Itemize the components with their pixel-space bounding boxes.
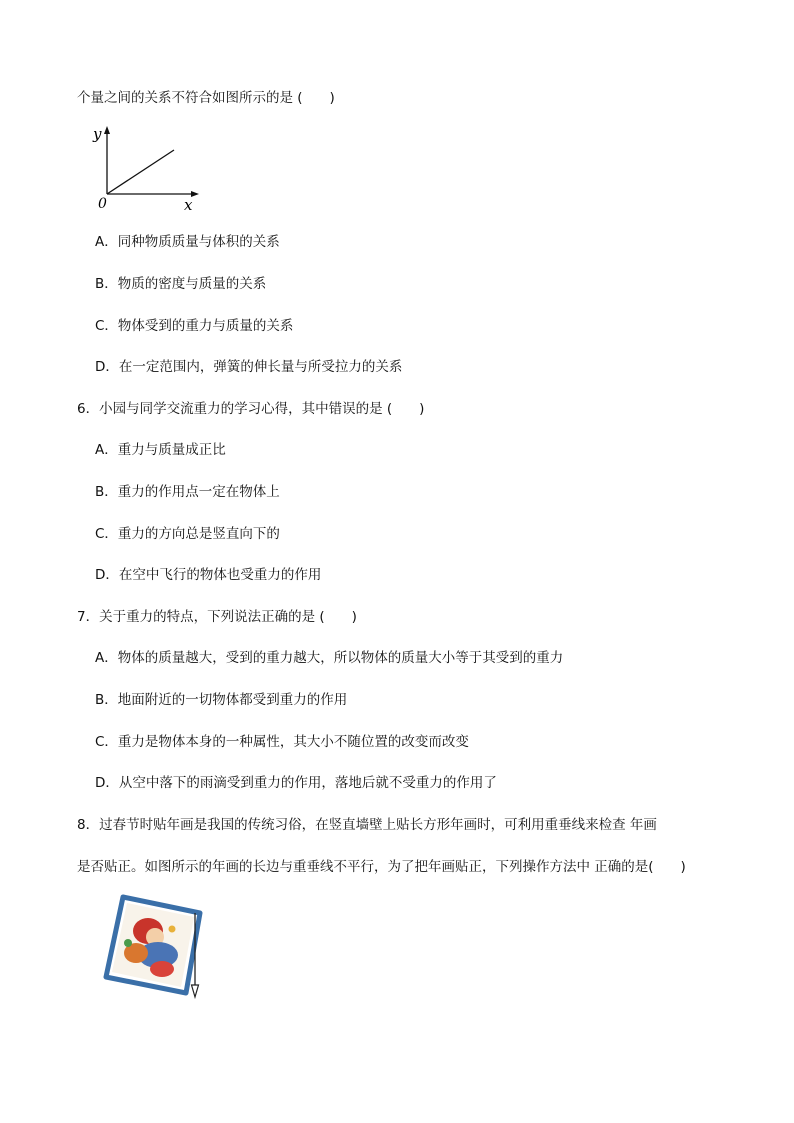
plumb-bob bbox=[192, 985, 199, 997]
q7-stem: 7．关于重力的特点，下列说法正确的是 ( ) bbox=[77, 609, 357, 625]
decor-dot bbox=[124, 939, 132, 947]
q6-option-a: A．重力与质量成正比 bbox=[95, 442, 226, 458]
q5-option-d: D．在一定范围内，弹簧的伸长量与所受拉力的关系 bbox=[95, 359, 403, 375]
y-axis-label: y bbox=[93, 125, 102, 143]
proportional-line bbox=[107, 150, 174, 194]
q5-option-b: B．物质的密度与质量的关系 bbox=[95, 276, 267, 292]
decor-dot bbox=[169, 926, 176, 933]
q7-option-b: B．地面附近的一切物体都受到重力的作用 bbox=[95, 692, 348, 708]
q7-option-d: D．从空中落下的雨滴受到重力的作用，落地后就不受重力的作用了 bbox=[95, 775, 497, 791]
q7-option-c: C．重力是物体本身的一种属性，其大小不随位置的改变而改变 bbox=[95, 734, 469, 750]
tilted-new-year-picture bbox=[100, 893, 208, 1003]
q5-option-c: C．物体受到的重力与质量的关系 bbox=[95, 318, 294, 334]
x-axis-label: x bbox=[184, 196, 193, 214]
q6-option-c: C．重力的方向总是竖直向下的 bbox=[95, 526, 280, 542]
q6-stem: 6．小园与同学交流重力的学习心得，其中错误的是 ( ) bbox=[77, 401, 425, 417]
q6-option-d: D．在空中飞行的物体也受重力的作用 bbox=[95, 567, 322, 583]
origin-label: 0 bbox=[98, 196, 107, 212]
q5-stem: 个量之间的关系不符合如图所示的是 ( ) bbox=[77, 90, 335, 106]
q5-option-a: A．同种物质质量与体积的关系 bbox=[95, 234, 280, 250]
q6-option-b: B．重力的作用点一定在物体上 bbox=[95, 484, 280, 500]
q5-linear-graph bbox=[88, 122, 208, 214]
fish-right bbox=[150, 961, 174, 977]
y-axis-arrow bbox=[104, 126, 110, 134]
q8-stem-line2: 是否贴正。如图所示的年画的长边与重垂线不平行，为了把年画贴正，下列操作方法中 正确的是( ) bbox=[77, 859, 686, 875]
q7-option-a: A．物体的质量越大，受到的重力越大，所以物体的质量大小等于其受到的重力 bbox=[95, 650, 564, 666]
q8-stem-line1: 8．过春节时贴年画是我国的传统习俗，在竖直墙壁上贴长方形年画时，可利用重垂线来检查 年画 bbox=[77, 817, 657, 833]
